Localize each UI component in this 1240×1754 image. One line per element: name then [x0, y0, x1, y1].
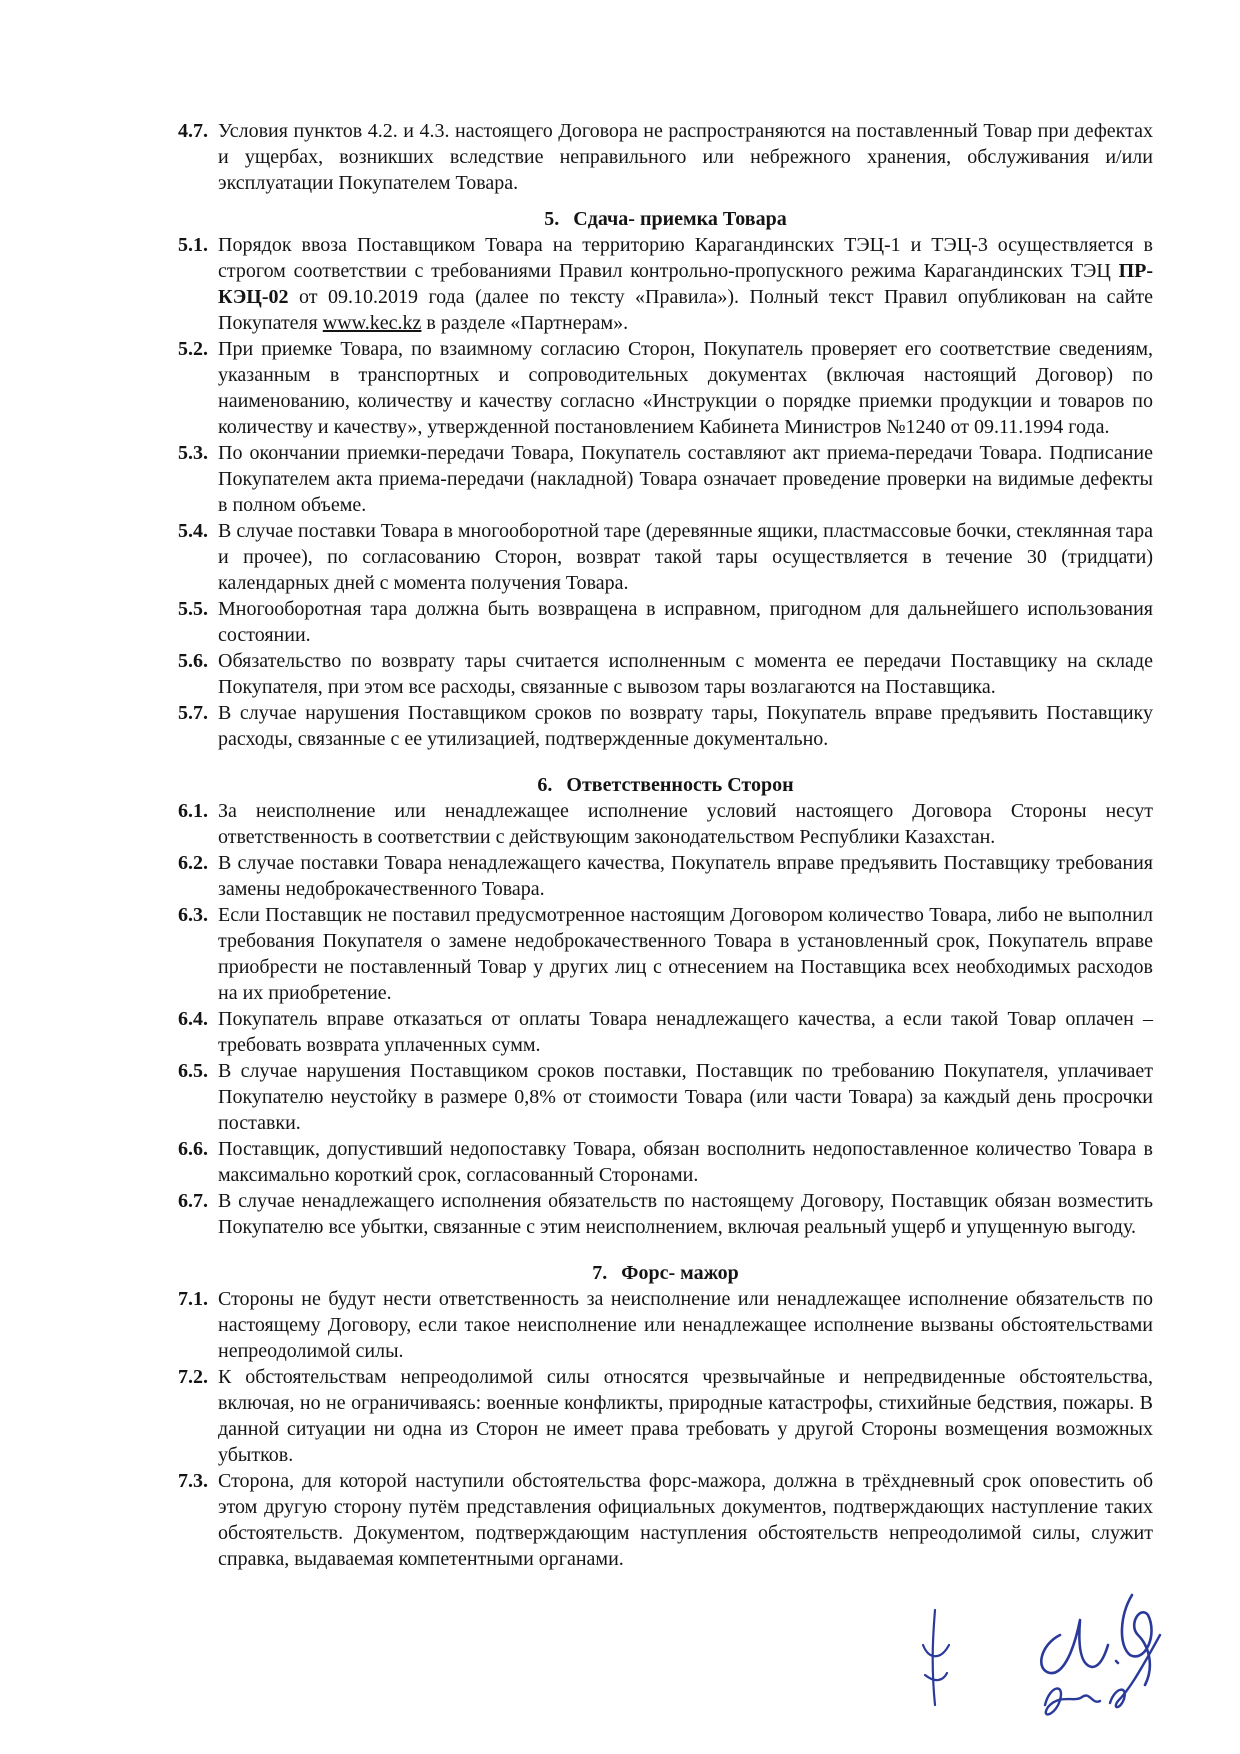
section-number: 6. — [537, 774, 553, 796]
clause-number: 6.6. — [178, 1138, 208, 1160]
clause-number: 4.7. — [178, 120, 208, 142]
section-7 — [178, 1260, 1153, 1572]
clause-text: Поставщик, допустивший недопоставку Товара, обязан восполнить недопоставленное количество Товара в максимально короткий срок, согласованный Сторонами. — [218, 1138, 1153, 1186]
clause-number: 7.2. — [178, 1366, 208, 1388]
clause-number: 6.2. — [178, 852, 208, 874]
clause-number: 5.3. — [178, 442, 208, 464]
clause-text-part: от 09.10.2019 года (далее по тексту «Правила»). Полный текст Правил опубликован на сайте Покупателя — [218, 286, 1153, 334]
clause-text: За неисполнение или ненадлежащее исполнение условий настоящего Договора Стороны несут ответственность в соответствии с действующим законодательством Республики Казахстан. — [218, 800, 1153, 848]
clause-text: Стороны не будут нести ответственность за неисполнение или ненадлежащее исполнение обязательств по настоящему Договору, если такое неисполнение или ненадлежащее исполнение вызваны обстоятельствами непреодолимой силы. — [218, 1288, 1153, 1362]
signature-initials — [1020, 1575, 1170, 1725]
section-number: 5. — [544, 208, 560, 230]
clause-5-6 — [178, 648, 1153, 700]
section-5 — [178, 206, 1153, 752]
section-7-title — [178, 1260, 1153, 1286]
section-6 — [178, 772, 1153, 1240]
clause-number: 5.5. — [178, 598, 208, 620]
clause-4-7 — [178, 118, 1153, 196]
clause-6-5 — [178, 1058, 1153, 1136]
clause-number: 7.3. — [178, 1470, 208, 1492]
section-heading: Сдача- приемка Товара — [573, 208, 787, 230]
clause-6-4 — [178, 1006, 1153, 1058]
clause-text: В случае ненадлежащего исполнения обязательств по настоящему Договору, Поставщик обязан возместить Покупателю все убытки, связанные с этим неисполнением, включая реальный ущерб и упущенную выгоду. — [218, 1190, 1153, 1238]
clause-text: Покупатель вправе отказаться от оплаты Товара ненадлежащего качества, а если такой Товар оплачен – требовать возврата уплаченных сумм. — [218, 1008, 1153, 1056]
clause-text: Сторона, для которой наступили обстоятельства форс-мажора, должна в трёхдневный срок оповестить об этом другую сторону путём представления официальных документов, подтверждающих наступление таких обстоятельств. Документом, подтверждающим наступления обстоятельств непреодолимой силы, служит справка, выдаваемая компетентными органами. — [218, 1470, 1153, 1570]
clause-number: 5.7. — [178, 702, 208, 724]
clause-text: В случае нарушения Поставщиком сроков поставки, Поставщик по требованию Покупателя, уплачивает Покупателю неустойку в размере 0,8% от стоимости Товара (или части Товара) за каждый день просрочки поставки. — [218, 1060, 1153, 1134]
clause-5-3 — [178, 440, 1153, 518]
clause-text: К обстоятельствам непреодолимой силы относятся чрезвычайные и непредвиденные обстоятельства, включая, но не ограничиваясь: военные конфликты, природные катастрофы, стихийные бедствия, пожары. В данной ситуации ни одна из Сторон не имеет права требовать у другой Стороны возмещения возможных убытков. — [218, 1366, 1153, 1466]
clause-text: В случае поставки Товара ненадлежащего качества, Покупатель вправе предъявить Поставщику требования замены недоброкачественного Товара. — [218, 852, 1153, 900]
section-heading: Форс- мажор — [621, 1262, 739, 1284]
website-link[interactable]: www.kec.kz — [322, 312, 422, 334]
signature-small-mark — [905, 1605, 965, 1715]
clause-5-7 — [178, 700, 1153, 752]
clause-number: 6.3. — [178, 904, 208, 926]
clause-text: По окончании приемки-передачи Товара, Покупатель составляют акт приема-передачи Товара. Подписание Покупателем акта приема-передачи (накладной) Товара означает проведение проверки на видимые дефекты в полном объеме. — [218, 442, 1153, 516]
clause-6-6 — [178, 1136, 1153, 1188]
clause-7-2 — [178, 1364, 1153, 1468]
clause-text-part: Порядок ввоза Поставщиком Товара на территорию Карагандинских ТЭЦ-1 и ТЭЦ-3 осуществляется в строгом соответствии с требованиями Правил контрольно-пропускного режима Карагандинских ТЭЦ — [218, 234, 1153, 282]
clause-text: Условия пунктов 4.2. и 4.3. настоящего Договора не распространяются на поставленный Товар при дефектах и ущербах, возникших вследствие неправильного или небрежного хранения, обслуживания и/или эксплуатации Покупателем Товара. — [218, 120, 1153, 194]
rules-code: ПР-КЭЦ-02 — [218, 260, 1153, 308]
clause-5-2 — [178, 336, 1153, 440]
clause-number: 5.1. — [178, 234, 208, 256]
clause-5-1 — [178, 232, 1153, 336]
clause-6-7 — [178, 1188, 1153, 1240]
clause-number: 6.1. — [178, 800, 208, 822]
clause-7-1 — [178, 1286, 1153, 1364]
clause-number: 6.4. — [178, 1008, 208, 1030]
clause-text: В случае нарушения Поставщиком сроков по возврату тары, Покупатель вправе предъявить Поставщику расходы, связанные с ее утилизацией, подтвержденные документально. — [218, 702, 1153, 750]
clause-text: В случае поставки Товара в многооборотной таре (деревянные ящики, пластмассовые бочки, стеклянная тара и прочее), по согласованию Сторон, возврат такой тары осуществляется в течение 30 (тридцати) календарных дней с момента получения Товара. — [218, 520, 1154, 594]
clause-number: 5.6. — [178, 650, 208, 672]
section-5-title — [178, 206, 1153, 232]
clause-number: 6.5. — [178, 1060, 208, 1082]
clause-number: 6.7. — [178, 1190, 208, 1212]
clause-number: 7.1. — [178, 1288, 208, 1310]
section-number: 7. — [592, 1262, 608, 1284]
clause-6-3 — [178, 902, 1153, 1006]
clause-number: 5.4. — [178, 520, 208, 542]
clause-text: Если Поставщик не поставил предусмотренное настоящим Договором количество Товара, либо не выполнил требования Покупателя о замене недоброкачественного Товара в установленный срок, Покупатель вправе приобрести не поставленный Товар у других лиц с отнесением на Поставщика всех необходимых расходов на их приобретение. — [218, 904, 1153, 1004]
clause-text: Обязательство по возврату тары считается исполненным с момента ее передачи Поставщику на складе Покупателя, при этом все расходы, связанные с вывозом тары возлагаются на Поставщика. — [218, 650, 1153, 698]
clause-number: 5.2. — [178, 338, 208, 360]
clause-text-part: в разделе «Партнерам». — [421, 312, 629, 334]
clause-text: Многооборотная тара должна быть возвращена в исправном, пригодном для дальнейшего использования состоянии. — [218, 598, 1153, 646]
section-heading: Ответственность Сторон — [566, 774, 794, 796]
clause-5-5 — [178, 596, 1153, 648]
section-6-title — [178, 772, 1153, 798]
clause-5-4 — [178, 518, 1153, 596]
clause-6-2 — [178, 850, 1153, 902]
clause-6-1 — [178, 798, 1153, 850]
clause-7-3 — [178, 1468, 1153, 1572]
document-body — [178, 118, 1153, 1572]
clause-text: При приемке Товара, по взаимному согласию Сторон, Покупатель проверяет его соответствие сведениям, указанным в транспортных и сопроводительных документах (включая настоящий Договор) по наименованию, количеству и качеству согласно «Инструкции о порядке приемки продукции и товаров по количеству и качеству», утвержденной постановлением Кабинета Министров №1240 от 09.11.1994 года. — [218, 338, 1153, 438]
